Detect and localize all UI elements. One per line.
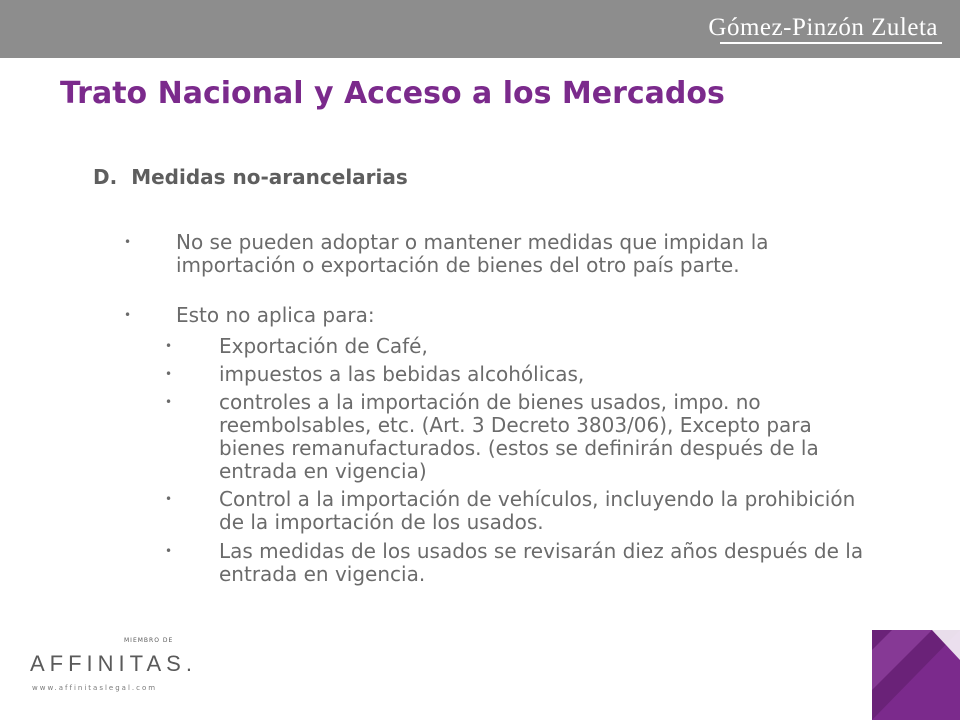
bullet-dot-icon: • [124, 308, 132, 322]
corner-decoration-icon [872, 630, 960, 720]
bullet-dot-icon: • [165, 492, 173, 506]
affinitas-logo [30, 636, 197, 698]
sub-bullet-item [165, 334, 879, 358]
bullet-dot-icon: • [165, 367, 173, 381]
bullet-text: Control a la importación de vehículos, incluyendo la prohibición de la importación de los usados. [219, 487, 856, 534]
sub-bullet-item [165, 390, 879, 483]
bullet-item [124, 303, 876, 327]
slide-title: Trato Nacional y Acceso a los Mercados [60, 76, 725, 111]
section-letter: D. [93, 165, 118, 189]
bullet-dot-icon: • [165, 339, 173, 353]
section-heading-text: Medidas no-arancelarias [131, 165, 408, 189]
bullet-text: No se pueden adoptar o mantener medidas que impidan la importación o exportación de bienes del otro país parte. [176, 230, 769, 277]
bullet-text: controles a la importación de bienes usados, impo. no reembolsables, etc. (Art. 3 Decreto 3803/06), Excepto para bienes remanufacturados. (estos se definirán después de la entrada en vigencia) [219, 390, 819, 483]
sub-bullet-item [165, 362, 879, 386]
bullet-dot-icon: • [165, 544, 173, 558]
logo-name: AFFINITAS. [30, 651, 197, 676]
bullet-text: Esto no aplica para: [176, 303, 375, 327]
sub-bullet-item [165, 487, 879, 534]
logo-member-label: MIEMBRO DE [124, 637, 174, 644]
logo-url: www.affinitaslegal.com [32, 684, 158, 692]
bullet-dot-icon: • [124, 235, 132, 249]
bullet-text: impuestos a las bebidas alcohólicas, [219, 362, 585, 386]
brand-logo-text: Gómez-Pinzón Zuleta [708, 14, 938, 41]
bullet-text: Exportación de Café, [219, 334, 428, 358]
bullet-dot-icon: • [165, 395, 173, 409]
section-heading [93, 165, 408, 189]
header-bar [0, 0, 960, 58]
brand-underline [720, 42, 942, 44]
bullet-text: Las medidas de los usados se revisarán diez años después de la entrada en vigencia. [219, 539, 864, 586]
sub-bullet-item [165, 539, 879, 586]
bullet-item [124, 230, 876, 277]
